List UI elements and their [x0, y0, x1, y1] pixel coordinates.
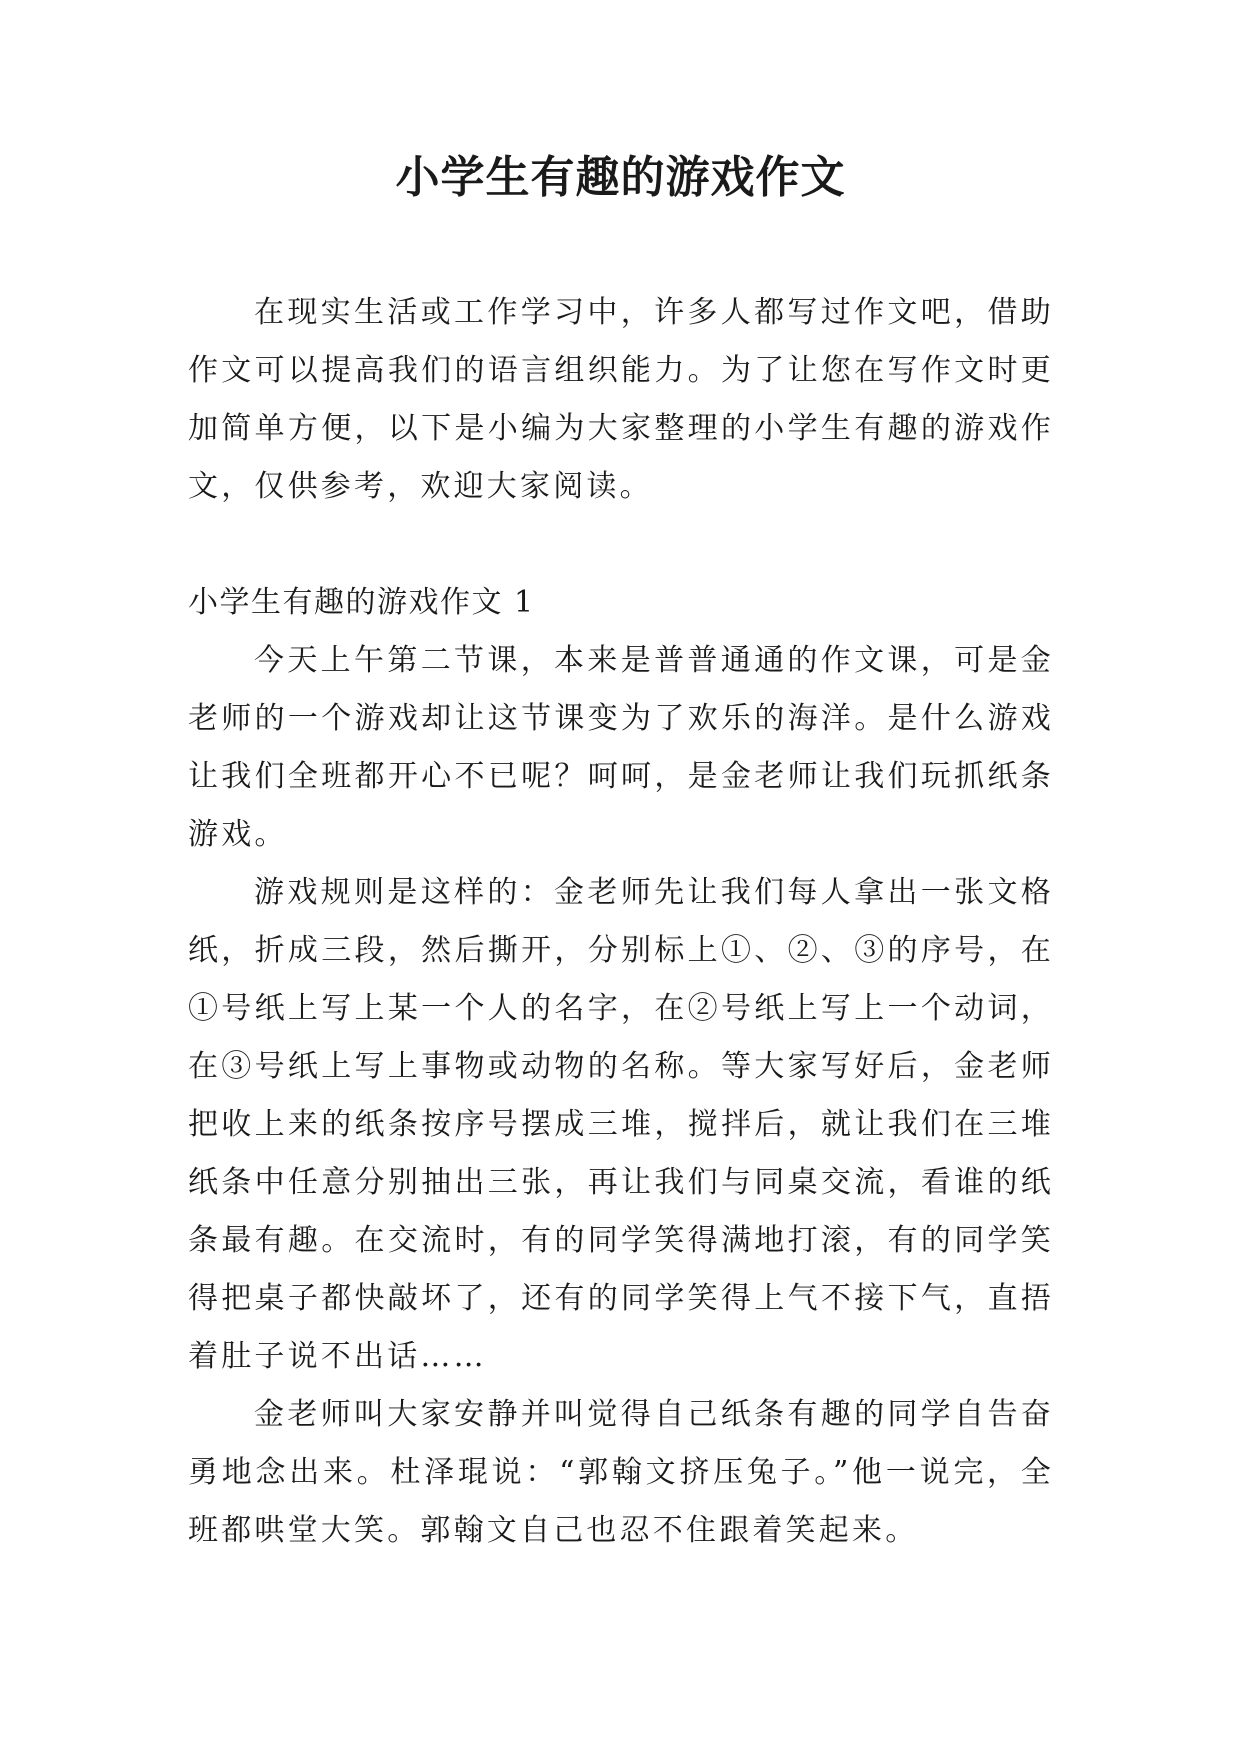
document-title: 小学生有趣的游戏作文 [395, 152, 846, 203]
document-body [188, 284, 1054, 1560]
body-paragraph-2: 游戏规则是这样的：金老师先让我们每人拿出一张文格纸，折成三段，然后撕开，分别标上①、②、③的序号，在①号纸上写上某一个人的名字，在②号纸上写上一个动词，在③号纸上写上事物或动物的名称。等大家写好后，金老师把收上来的纸条按序号摆成三堆，搅拌后，就让我们在三堆纸条中任意分别抽出三张，再让我们与同桌交流，看谁的纸条最有趣。在交流时，有的同学笑得满地打滚，有的同学笑得把桌子都快敲坏了，还有的同学笑得上气不接下气，直捂着肚子说不出话…… [188, 875, 1054, 1374]
intro-paragraph: 在现实生活或工作学习中，许多人都写过作文吧，借助作文可以提高我们的语言组织能力。为了让您在写作文时更加简单方便，以下是小编为大家整理的小学生有趣的游戏作文，仅供参考，欢迎大家阅读。 [188, 295, 1054, 504]
body-paragraph-1: 今天上午第二节课，本来是普普通通的作文课，可是金老师的一个游戏却让这节课变为了欢乐的海洋。是什么游戏让我们全班都开心不已呢？呵呵，是金老师让我们玩抓纸条游戏。 [188, 643, 1054, 852]
section-heading: 小学生有趣的游戏作文 1 [188, 585, 535, 620]
body-paragraph-3: 金老师叫大家安静并叫觉得自己纸条有趣的同学自告奋勇地念出来。杜泽琨说：“郭翰文挤压兔子。”他一说完，全班都哄堂大笑。郭翰文自己也忍不住跟着笑起来。 [188, 1397, 1054, 1548]
